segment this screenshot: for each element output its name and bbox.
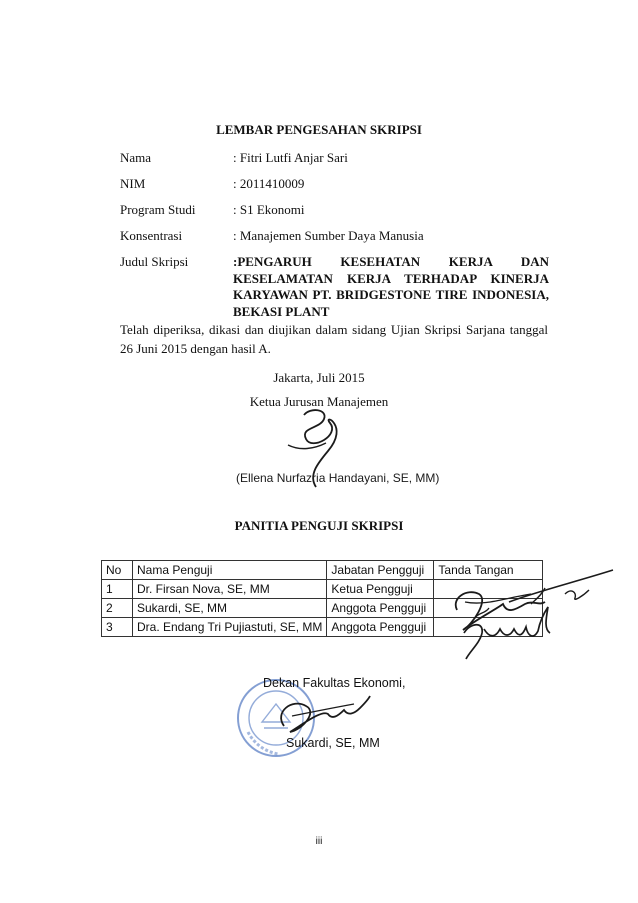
table-header-cell: Tanda Tangan	[434, 561, 543, 580]
judul-line: KARYAWAN PT. BRIDGESTONE TIRE INDONESIA,	[233, 287, 549, 302]
table-cell: 1	[102, 580, 133, 599]
field-value-program-studi: : S1 Ekonomi	[233, 202, 305, 217]
judul-line: KESELAMATAN KERJA TERHADAP KINERJA	[233, 270, 549, 286]
field-label-nama: Nama	[120, 150, 152, 165]
field-value-nama: : Fitri Lutfi Anjar Sari	[233, 150, 348, 165]
dekan-name: Sukardi, SE, MM	[286, 736, 380, 750]
table-cell: Sukardi, SE, MM	[133, 599, 327, 618]
field-value-judul	[233, 254, 549, 320]
table-header-cell: Jabatan Pengguji	[327, 561, 434, 580]
field-label-program-studi: Program Studi	[120, 202, 196, 217]
table-header-cell: Nama Penguji	[133, 561, 327, 580]
table-cell: Ketua Pengguji	[327, 580, 434, 599]
signature-dekan	[262, 690, 372, 738]
approval-paragraph: Telah diperiksa, dikasi dan diujikan dalam sidang Ujian Skripsi Sarjana tanggal 26 Juni 2015 dengan hasil A.	[120, 322, 548, 356]
panitia-title: PANITIA PENGUJI SKRIPSI	[234, 518, 404, 533]
table-cell: 3	[102, 618, 133, 637]
document-title: LEMBAR PENGESAHAN SKRIPSI	[216, 122, 422, 137]
field-label-judul: Judul Skripsi	[120, 254, 189, 269]
table-header-cell: No	[102, 561, 133, 580]
judul-line: :PENGARUH KESEHATAN KERJA DAN	[233, 254, 549, 269]
table-cell: 2	[102, 599, 133, 618]
page-number: iii	[315, 836, 323, 847]
table-header-row	[102, 561, 543, 580]
judul-line: BEKASI PLANT	[233, 303, 330, 319]
signature-penguji-3	[460, 603, 555, 663]
dekan-title: Dekan Fakultas Ekonomi,	[263, 676, 406, 690]
field-label-nim: NIM	[120, 176, 146, 191]
table-cell: Dra. Endang Tri Pujiastuti, SE, MM	[133, 618, 327, 637]
field-label-konsentrasi: Konsentrasi	[120, 228, 183, 243]
place-date: Jakarta, Juli 2015	[273, 370, 365, 385]
table-cell: Dr. Firsan Nova, SE, MM	[133, 580, 327, 599]
position-title: Ketua Jurusan Manajemen	[249, 394, 389, 409]
field-value-konsentrasi: : Manajemen Sumber Daya Manusia	[233, 228, 424, 243]
signatory-name: (Ellena Nurfazria Handayani, SE, MM)	[236, 471, 440, 485]
field-value-nim: : 2011410009	[233, 176, 305, 191]
table-cell: Anggota Pengguji	[327, 618, 434, 637]
table-cell: Anggota Pengguji	[327, 599, 434, 618]
